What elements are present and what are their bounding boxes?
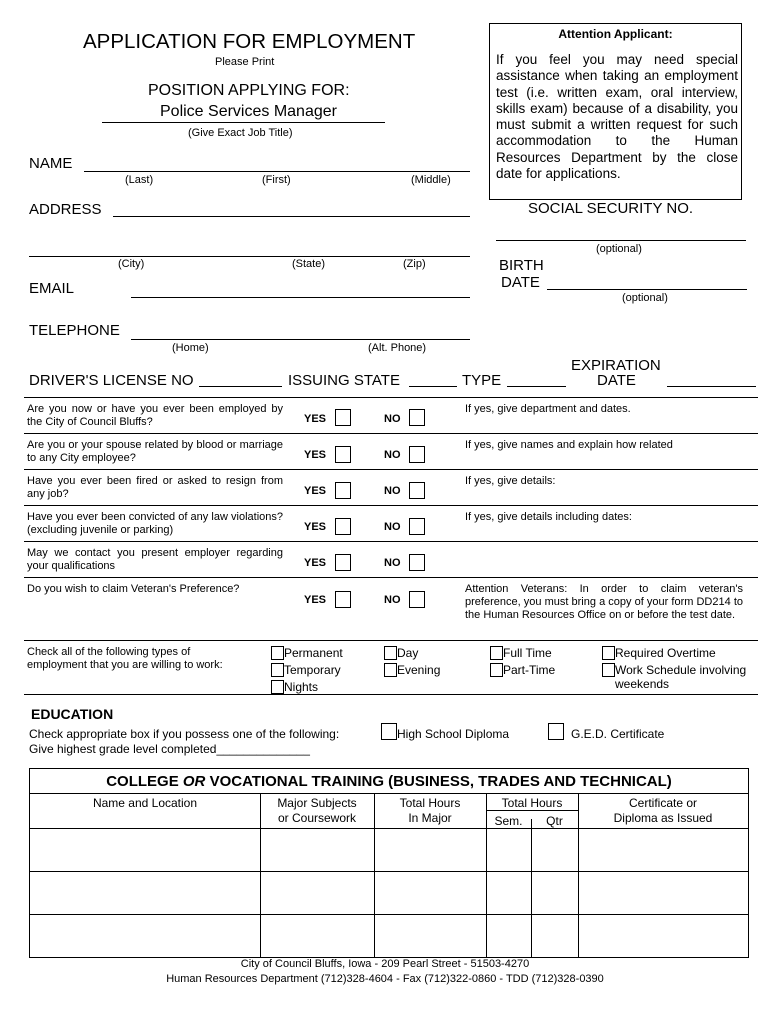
subheader-divider bbox=[486, 810, 578, 811]
divider bbox=[24, 397, 758, 398]
yes-label: YES bbox=[304, 413, 327, 425]
yes-label: YES bbox=[304, 449, 327, 461]
col-major-1: Major Subjects bbox=[277, 796, 357, 810]
work-schedule-checkbox[interactable] bbox=[602, 663, 615, 677]
issuing-state-label: ISSUING STATE bbox=[288, 372, 400, 389]
evening-label: Evening bbox=[397, 663, 441, 677]
no-label: NO bbox=[384, 449, 401, 461]
ssn-label: SOCIAL SECURITY NO. bbox=[528, 200, 694, 217]
required-overtime-label: Required Overtime bbox=[615, 646, 716, 660]
yes-checkbox[interactable] bbox=[335, 409, 351, 426]
drivers-license-label: DRIVER'S LICENSE NO bbox=[29, 372, 194, 389]
no-checkbox[interactable] bbox=[409, 409, 425, 426]
no-checkbox[interactable] bbox=[409, 446, 425, 463]
college-title-a: COLLEGE bbox=[106, 773, 179, 790]
col-qtr: Qtr bbox=[546, 814, 563, 828]
divider bbox=[24, 433, 758, 434]
col-hours-2: In Major bbox=[408, 811, 452, 825]
hs-diploma-label: High School Diploma bbox=[397, 727, 510, 741]
col-cert-1: Certificate or bbox=[628, 796, 698, 810]
employment-types-label: Check all of the following types of employment that you are willing to work: bbox=[27, 646, 223, 671]
col-major-2: or Coursework bbox=[277, 811, 357, 825]
question-contact-employer: May we contact you present employer regarding your qualifications bbox=[27, 547, 283, 572]
yes-label: YES bbox=[304, 485, 327, 497]
college-table bbox=[29, 768, 749, 958]
question-fired: Have you ever been fired or asked to resign from any job? bbox=[27, 475, 283, 500]
expiration-label: EXPIRATION bbox=[571, 357, 661, 374]
divider bbox=[24, 577, 758, 578]
divider bbox=[24, 505, 758, 506]
city-hint: (City) bbox=[118, 258, 145, 270]
birth-label: BIRTH bbox=[499, 257, 544, 274]
birth-optional: (optional) bbox=[622, 292, 668, 304]
telephone-field[interactable] bbox=[131, 339, 470, 340]
part-time-label: Part-Time bbox=[503, 663, 556, 677]
name-label: NAME bbox=[29, 155, 73, 172]
college-title-b: VOCATIONAL TRAINING (BUSINESS, TRADES AND TECHNICAL) bbox=[209, 773, 672, 790]
no-label: NO bbox=[384, 485, 401, 497]
yes-label: YES bbox=[304, 557, 327, 569]
question-convicted: Have you ever been convicted of any law violations? (excluding juvenile or parking) bbox=[27, 511, 283, 536]
col-cert-2: Diploma as Issued bbox=[613, 811, 713, 825]
birth-date-field[interactable] bbox=[547, 289, 747, 290]
footer-contact: Human Resources Department (712)328-4604 - Fax (712)322-0860 - TDD (712)328-0390 bbox=[166, 973, 604, 985]
table-header-divider bbox=[30, 793, 748, 794]
required-overtime-checkbox[interactable] bbox=[602, 646, 615, 660]
ssn-optional: (optional) bbox=[596, 243, 642, 255]
no-label: NO bbox=[384, 594, 401, 606]
ssn-field[interactable] bbox=[496, 240, 746, 241]
education-heading: EDUCATION bbox=[31, 706, 114, 722]
position-label: POSITION APPLYING FOR: bbox=[148, 82, 350, 99]
date-label: DATE bbox=[501, 274, 540, 291]
col-total-hours: Total Hours bbox=[501, 796, 563, 810]
address-label: ADDRESS bbox=[29, 201, 102, 218]
yes-checkbox[interactable] bbox=[335, 482, 351, 499]
divider bbox=[24, 640, 758, 641]
grade-field[interactable]: ______________ bbox=[216, 742, 310, 756]
telephone-label: TELEPHONE bbox=[29, 322, 120, 339]
col-hours-1: Total Hours bbox=[399, 796, 461, 810]
divider bbox=[24, 469, 758, 470]
yes-checkbox[interactable] bbox=[335, 554, 351, 571]
veteran-note: Attention Veterans: In order to claim veteran's preference, you must bring a copy of your form DD214 to the Human Resources Office on or before the test date. bbox=[465, 583, 743, 621]
yes-checkbox[interactable] bbox=[335, 446, 351, 463]
address-street-field[interactable] bbox=[113, 216, 470, 217]
day-label: Day bbox=[397, 646, 419, 660]
alt-phone-hint: (Alt. Phone) bbox=[368, 342, 427, 354]
college-title-or: OR bbox=[182, 773, 206, 790]
no-label: NO bbox=[384, 557, 401, 569]
exact-title-hint: (Give Exact Job Title) bbox=[188, 127, 293, 139]
attention-title: Attention Applicant: bbox=[558, 27, 673, 41]
evening-checkbox[interactable] bbox=[384, 663, 397, 677]
no-label: NO bbox=[384, 413, 401, 425]
home-phone-hint: (Home) bbox=[172, 342, 209, 354]
grade-label bbox=[29, 742, 310, 756]
no-checkbox[interactable] bbox=[409, 554, 425, 571]
yes-checkbox[interactable] bbox=[335, 591, 351, 608]
temporary-label: Temporary bbox=[284, 663, 341, 677]
please-print: Please Print bbox=[215, 56, 275, 68]
no-label: NO bbox=[384, 521, 401, 533]
weekends-label: weekends bbox=[615, 677, 670, 691]
footer-address: City of Council Bluffs, Iowa - 209 Pearl Street - 51503-4270 bbox=[240, 958, 530, 970]
permanent-label: Permanent bbox=[284, 646, 343, 660]
address-city-field[interactable] bbox=[29, 256, 470, 257]
name-middle-hint: (Middle) bbox=[411, 174, 451, 186]
college-table-title bbox=[30, 773, 748, 790]
full-time-label: Full Time bbox=[503, 646, 552, 660]
question-note: If yes, give names and explain how related bbox=[465, 439, 673, 451]
question-note: If yes, give details: bbox=[465, 475, 556, 487]
name-first-hint: (First) bbox=[262, 174, 291, 186]
full-time-checkbox[interactable] bbox=[490, 646, 503, 660]
type-label: TYPE bbox=[462, 372, 502, 389]
form-title: APPLICATION FOR EMPLOYMENT bbox=[83, 30, 416, 53]
position-value[interactable]: Police Services Manager bbox=[160, 103, 337, 120]
yes-label: YES bbox=[304, 594, 327, 606]
divider bbox=[24, 694, 758, 695]
col-sem: Sem. bbox=[494, 814, 523, 828]
question-veteran: Do you wish to claim Veteran's Preference? bbox=[27, 583, 240, 595]
issuing-state-field[interactable] bbox=[409, 386, 457, 387]
yes-label: YES bbox=[304, 521, 327, 533]
table-row bbox=[30, 871, 748, 872]
question-note: If yes, give details including dates: bbox=[465, 511, 632, 523]
table-row bbox=[30, 828, 748, 829]
ged-checkbox[interactable] bbox=[548, 723, 564, 740]
permanent-checkbox[interactable] bbox=[271, 646, 284, 660]
ged-label: G.E.D. Certificate bbox=[571, 727, 665, 741]
hs-diploma-checkbox[interactable] bbox=[381, 723, 397, 740]
question-employed: Are you now or have you ever been employed by the City of Council Bluffs? bbox=[27, 403, 283, 428]
col-name-location: Name and Location bbox=[92, 796, 198, 810]
license-type-field[interactable] bbox=[507, 386, 566, 387]
attention-applicant-box bbox=[489, 23, 742, 200]
nights-checkbox[interactable] bbox=[271, 680, 284, 694]
education-check-label: Check appropriate box if you possess one of the following: bbox=[29, 727, 340, 741]
nights-label: Nights bbox=[284, 680, 319, 694]
question-note: If yes, give department and dates. bbox=[465, 403, 631, 415]
zip-hint: (Zip) bbox=[403, 258, 426, 270]
expiration-date-label: DATE bbox=[597, 372, 636, 389]
email-label: EMAIL bbox=[29, 280, 75, 297]
attention-body: If you feel you may need special assistance when taking an employment test (i.e. written exam, oral interview, skills exam) because of a disability, you must submit a written request for such accommodation to the Human Resources Department by the close date for applications. bbox=[496, 52, 738, 182]
no-checkbox[interactable] bbox=[409, 591, 425, 608]
grade-label-text: Give highest grade level completed bbox=[29, 742, 217, 756]
name-field[interactable] bbox=[84, 171, 470, 172]
part-time-checkbox[interactable] bbox=[490, 663, 503, 677]
question-related: Are you or your spouse related by blood or marriage to any City employee? bbox=[27, 439, 283, 464]
state-hint: (State) bbox=[292, 258, 326, 270]
temporary-checkbox[interactable] bbox=[271, 663, 284, 677]
table-row bbox=[30, 914, 748, 915]
work-schedule-label: Work Schedule involving bbox=[615, 663, 747, 677]
no-checkbox[interactable] bbox=[409, 482, 425, 499]
position-underline bbox=[102, 122, 385, 123]
day-checkbox[interactable] bbox=[384, 646, 397, 660]
no-checkbox[interactable] bbox=[409, 518, 425, 535]
name-last-hint: (Last) bbox=[125, 174, 154, 186]
yes-checkbox[interactable] bbox=[335, 518, 351, 535]
expiration-date-field[interactable] bbox=[667, 386, 756, 387]
email-field[interactable] bbox=[131, 297, 470, 298]
column-divider bbox=[531, 819, 532, 957]
drivers-license-field[interactable] bbox=[199, 386, 282, 387]
divider bbox=[24, 541, 758, 542]
